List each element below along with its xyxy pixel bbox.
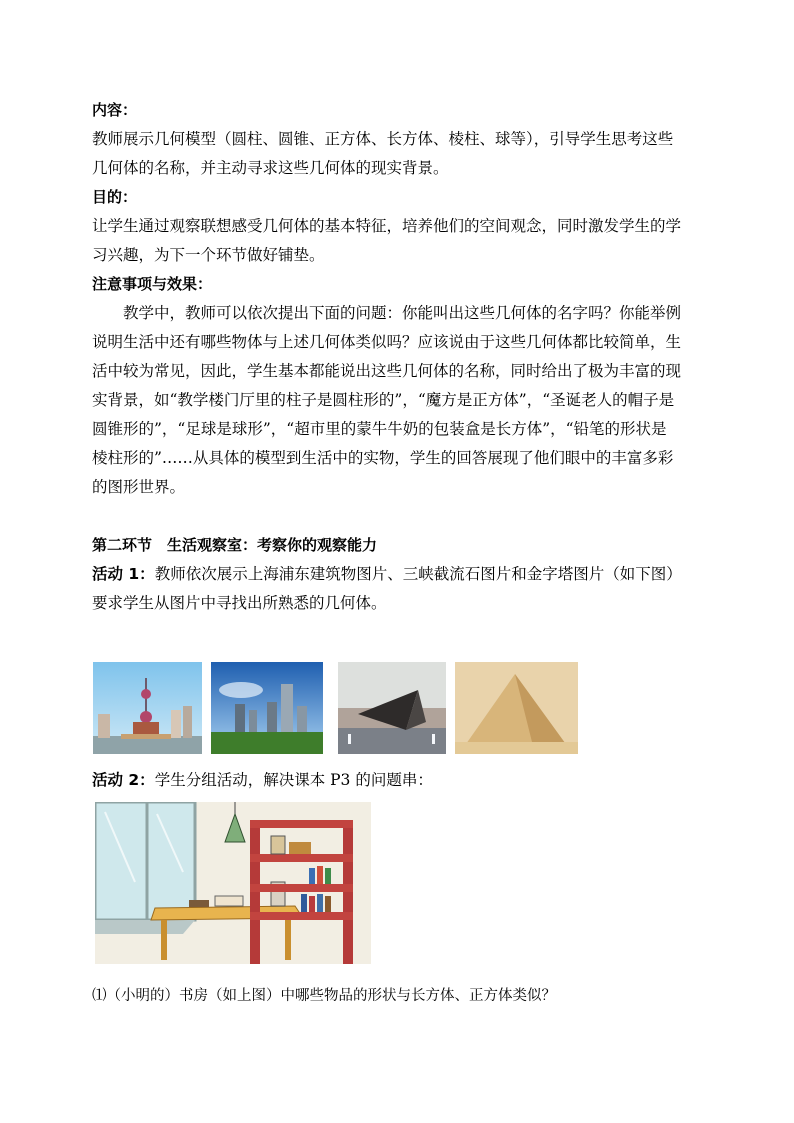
skyline-photo [211,662,323,754]
notes-line-1: 教学中，教师可以依次提出下面的问题：你能叫出这些几何体的名字吗？你能举例 [123,304,682,322]
activity1-text: 教师依次展示上海浦东建筑物图片、三峡截流石图片和金字塔图片（如下图） [154,565,682,583]
notes-line-4: 实背景，如“教学楼门厅里的柱子是圆柱形的”，“魔方是正方体”，“圣诞老人的帽子是 [92,391,675,409]
activity2-label: 活动 2： [92,771,155,789]
notes-line-6: 棱柱形的”……从具体的模型到生活中的实物，学生的回答展现了他们眼中的丰富多彩 [92,449,674,467]
pyramid-photo [455,662,578,754]
document-body [92,96,704,618]
pudong-tower-photo [93,662,202,754]
stone-prism-photo [338,662,446,754]
question-1: ⑴（小明的）书房（如上图）中哪些物品的形状与长方体、正方体类似？ [92,988,556,1004]
section2-heading: 第二环节 生活观察室：考察你的观察能力 [92,536,378,554]
activity1-line-2: 要求学生从图片中寻找出所熟悉的几何体。 [92,594,387,612]
notes-line-3: 活中较为常见，因此，学生基本都能说出这些几何体的名称，同时给出了极为丰富的现 [92,362,682,380]
purpose-heading: 目的： [92,188,138,206]
section-spacer [92,502,704,531]
photo-strip [93,662,593,754]
purpose-line-2: 习兴趣，为下一个环节做好铺垫。 [92,246,325,264]
notes-heading: 注意事项与效果： [92,275,213,293]
activity1-label: 活动 1： [92,565,155,583]
activity2-text: 学生分组活动，解决课本 P3 的问题串： [154,771,433,789]
content-line-1: 教师展示几何模型（圆柱、圆锥、正方体、长方体、棱柱、球等），引导学生思考这些 [92,130,674,148]
activity2-line [92,766,433,795]
notes-line-5: 圆锥形的”，“足球是球形”，“超市里的蒙牛牛奶的包装盒是长方体”，“铅笔的形状是 [92,420,667,438]
activity1-line-1 [92,560,704,589]
notes-line-7: 的图形世界。 [92,478,186,496]
content-line-2: 几何体的名称，并主动寻求这些几何体的现实背景。 [92,159,449,177]
content-heading: 内容： [92,101,138,119]
notes-line-2: 说明生活中还有哪些物体与上述几何体类似吗？应该说由于这些几何体都比较简单，生 [92,333,682,351]
purpose-line-1: 让学生通过观察联想感受几何体的基本特征，培养他们的空间观念，同时激发学生的学 [92,217,682,235]
study-room-illustration [95,802,371,964]
